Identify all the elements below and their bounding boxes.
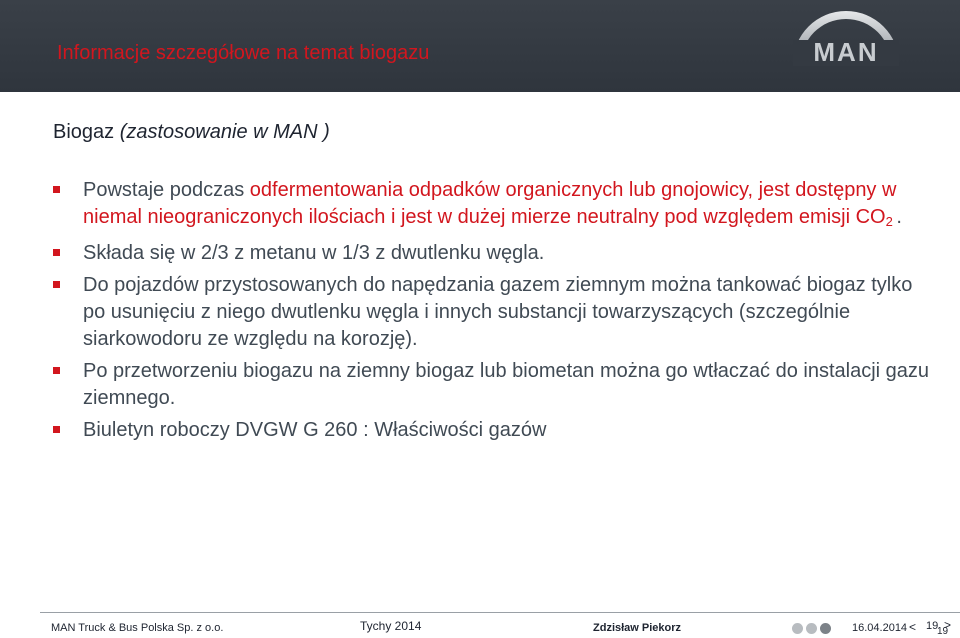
- bullet-1-prefix: Powstaje podczas: [83, 179, 250, 201]
- footer-date: 16.04.2014: [852, 622, 908, 634]
- page-number-sub: 19: [937, 626, 949, 637]
- bullet-1-suffix: .: [896, 206, 902, 228]
- prev-page-button[interactable]: <: [909, 620, 917, 634]
- man-logo: [787, 6, 905, 70]
- subtitle-main: Biogaz: [53, 121, 120, 143]
- footer-company: MAN Truck & Bus Polska Sp. z o.o.: [51, 622, 224, 634]
- header-title: Informacje szczegółowe na temat biogazu: [57, 42, 430, 64]
- bullet-list: [50, 177, 930, 449]
- footer-event: Tychy 2014: [360, 619, 422, 633]
- next-page-button[interactable]: >: [944, 618, 952, 632]
- bullet-1-highlight: odfermentowania odpadków organicznych lub gnojowicy, jest dostępny w niemal nieograniczonych ilościach i jest w dużej mierze neutralny pod względem emisji CO: [83, 179, 897, 228]
- bullet-4: Po przetworzeniu biogazu na ziemny biogaz lub biometan można go wtłaczać do instalacji gazu ziemnego.: [50, 358, 930, 412]
- bullet-5: Biuletyn roboczy DVGW G 260 : Właściwości gazów: [50, 417, 930, 444]
- bullet-2: Składa się w 2/3 z metanu w 1/3 z dwutlenku węgla.: [50, 240, 930, 267]
- logo-text: MAN: [813, 37, 879, 67]
- bullet-1: [50, 177, 930, 235]
- header-bar: [0, 0, 960, 92]
- subtitle-italic: (zastosowanie w MAN ): [119, 121, 330, 143]
- bullet-1-subscript: 2: [885, 214, 897, 229]
- footer-author: Zdzisław Piekorz: [593, 622, 682, 634]
- dot-3: [820, 623, 831, 634]
- page-number: 19: [926, 620, 939, 632]
- slide-subtitle: [53, 121, 330, 144]
- bullet-3: Do pojazdów przystosowanych do napędzania gazem ziemnym można tankować biogaz tylko po usunięciu z niego dwutlenku węgla i innych substancji towarzyszących (szczególnie siarkowodoru ze względu na korozję).: [50, 272, 930, 353]
- dot-2: [806, 623, 817, 634]
- footer-divider: [40, 612, 960, 613]
- footer-dots: [792, 620, 834, 638]
- dot-1: [792, 623, 803, 634]
